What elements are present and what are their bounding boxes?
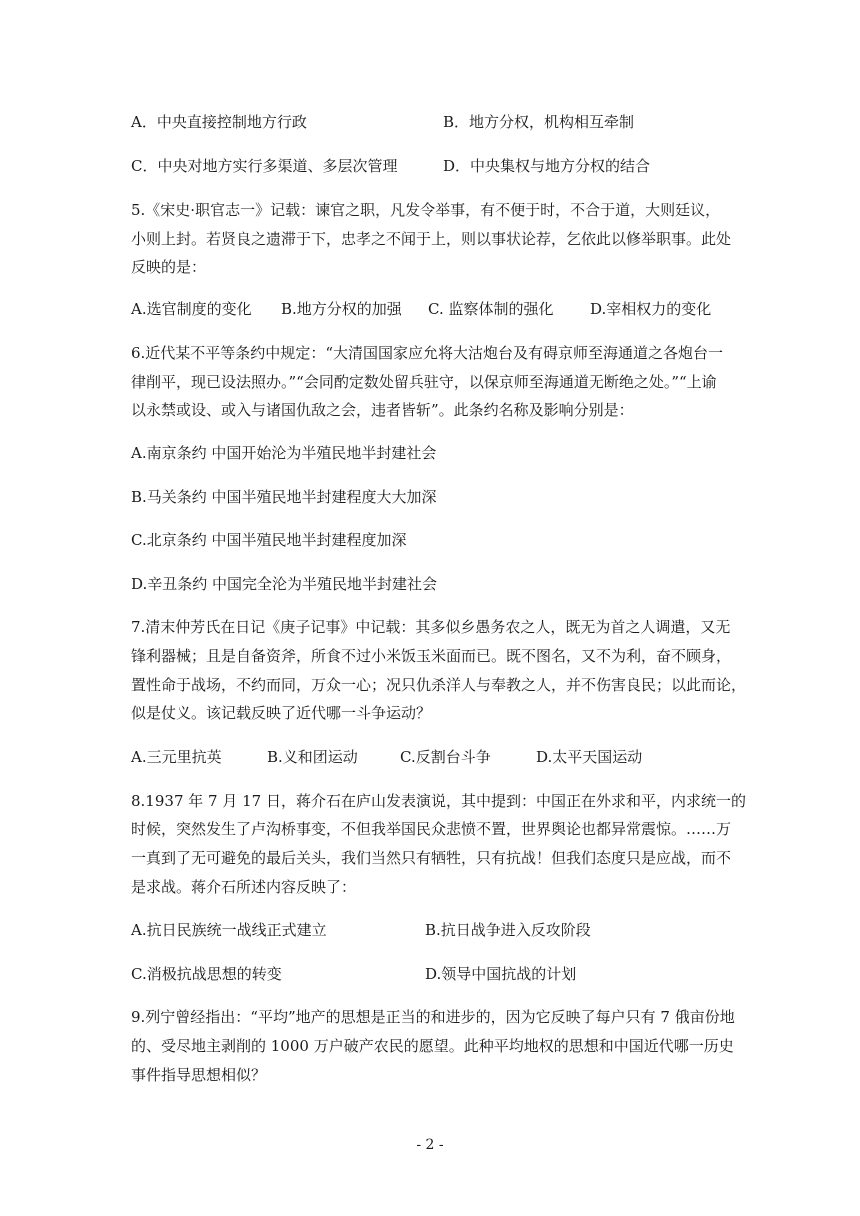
q6-stem-line-3: 以永禁或设、或入与诸国仇敌之会，违者皆斩”。此条约名称及影响分别是：: [131, 401, 634, 419]
q8-stem-line-3: 一真到了无可避免的最后关头，我们当然只有牺牲，只有抗战！但我们态度只是应战，而不: [131, 849, 732, 867]
q7-option-b: B.义和团运动: [267, 748, 358, 766]
q7-option-a: A.三元里抗英: [131, 748, 222, 766]
q8-option-d: D.领导中国抗战的计划: [425, 965, 577, 983]
q7-stem-line-1: 7.清末仲芳氏在日记《庚子记事》中记载：其多似乡愚务农之人，既无为首之人调遣，又无: [131, 618, 731, 636]
q6-stem-line-1: 6.近代某不平等条约中规定：“大清国国家应允将大沽炮台及有碍京师至海通道之各炮台一: [131, 344, 723, 362]
q6-option-c: C.北京条约 中国半殖民地半封建程度加深: [131, 531, 407, 549]
q5-option-b: B.地方分权的加强: [281, 300, 402, 318]
q4-option-a: A．中央直接控制地方行政: [131, 113, 307, 131]
q5-option-c: C. 监察体制的强化: [428, 300, 554, 318]
q4-option-d: D．中央集权与地方分权的结合: [443, 157, 651, 175]
q7-stem-line-2: 锋利器械；且是自备资斧，所食不过小米饭玉米面而已。既不图名，又不为利，奋不顾身，: [131, 647, 732, 665]
q8-option-b: B.抗日战争进入反攻阶段: [425, 921, 591, 939]
q7-option-c: C.反割台斗争: [400, 748, 491, 766]
q8-stem-line-2: 时候，突然发生了卢沟桥事变，不但我举国民众悲愤不置，世界舆论也都异常震惊。……万: [131, 820, 732, 838]
q6-option-a: A.南京条约 中国开始沦为半殖民地半封建社会: [131, 444, 437, 462]
q8-stem-line-4: 是求战。蒋介石所述内容反映了：: [131, 878, 357, 896]
q5-stem-line-1: 5.《宋史·职官志一》记载：谏官之职，凡发令举事，有不便于时，不合于道，大则廷议，: [131, 201, 721, 219]
q9-stem-line-3: 事件指导思想相似？: [131, 1066, 267, 1084]
q9-stem-line-1: 9.列宁曾经指出：“平均”地产的思想是正当的和进步的，因为它反映了每户只有 7 俄亩份地: [131, 1008, 735, 1026]
q5-option-d: D.宰相权力的变化: [590, 300, 712, 318]
q6-option-b: B.马关条约 中国半殖民地半封建程度大大加深: [131, 488, 437, 506]
q7-option-d: D.太平天国运动: [536, 748, 643, 766]
q6-stem-line-2: 律削平，现已设法照办。”“会同酌定数处留兵驻守，以保京师至海通道无断绝之处。”“上谕: [131, 373, 717, 391]
q9-stem-line-2: 的、受尽地主剥削的 1000 万户破产农民的愿望。此种平均地权的思想和中国近代哪一历史: [131, 1037, 734, 1055]
q4-option-b: B．地方分权，机构相互牵制: [443, 113, 635, 131]
q5-stem-line-3: 反映的是：: [131, 258, 207, 276]
q4-option-c: C．中央对地方实行多渠道、多层次管理: [131, 157, 398, 175]
q8-option-c: C.消极抗战思想的转变: [131, 965, 282, 983]
q6-option-d: D.辛丑条约 中国完全沦为半殖民地半封建社会: [131, 575, 438, 593]
q5-option-a: A.选官制度的变化: [131, 300, 252, 318]
q8-stem-line-1: 8.1937 年 7 月 17 日，蒋介石在庐山发表演说，其中提到：中国正在外求和平，内求统一的: [131, 792, 746, 810]
q7-stem-line-4: 似是仗义。该记载反映了近代哪一斗争运动？: [131, 704, 432, 722]
q8-option-a: A.抗日民族统一战线正式建立: [131, 921, 327, 939]
page-number: - 2 -: [416, 1137, 444, 1153]
q5-stem-line-2: 小则上封。若贤良之遗滞于下，忠孝之不闻于上，则以事状论荐，乞依此以修举职事。此处: [131, 230, 732, 248]
q7-stem-line-3: 置性命于战场，不约而同，万众一心；况只仇杀洋人与奉教之人，并不伤害良民；以此而论，: [131, 676, 747, 694]
